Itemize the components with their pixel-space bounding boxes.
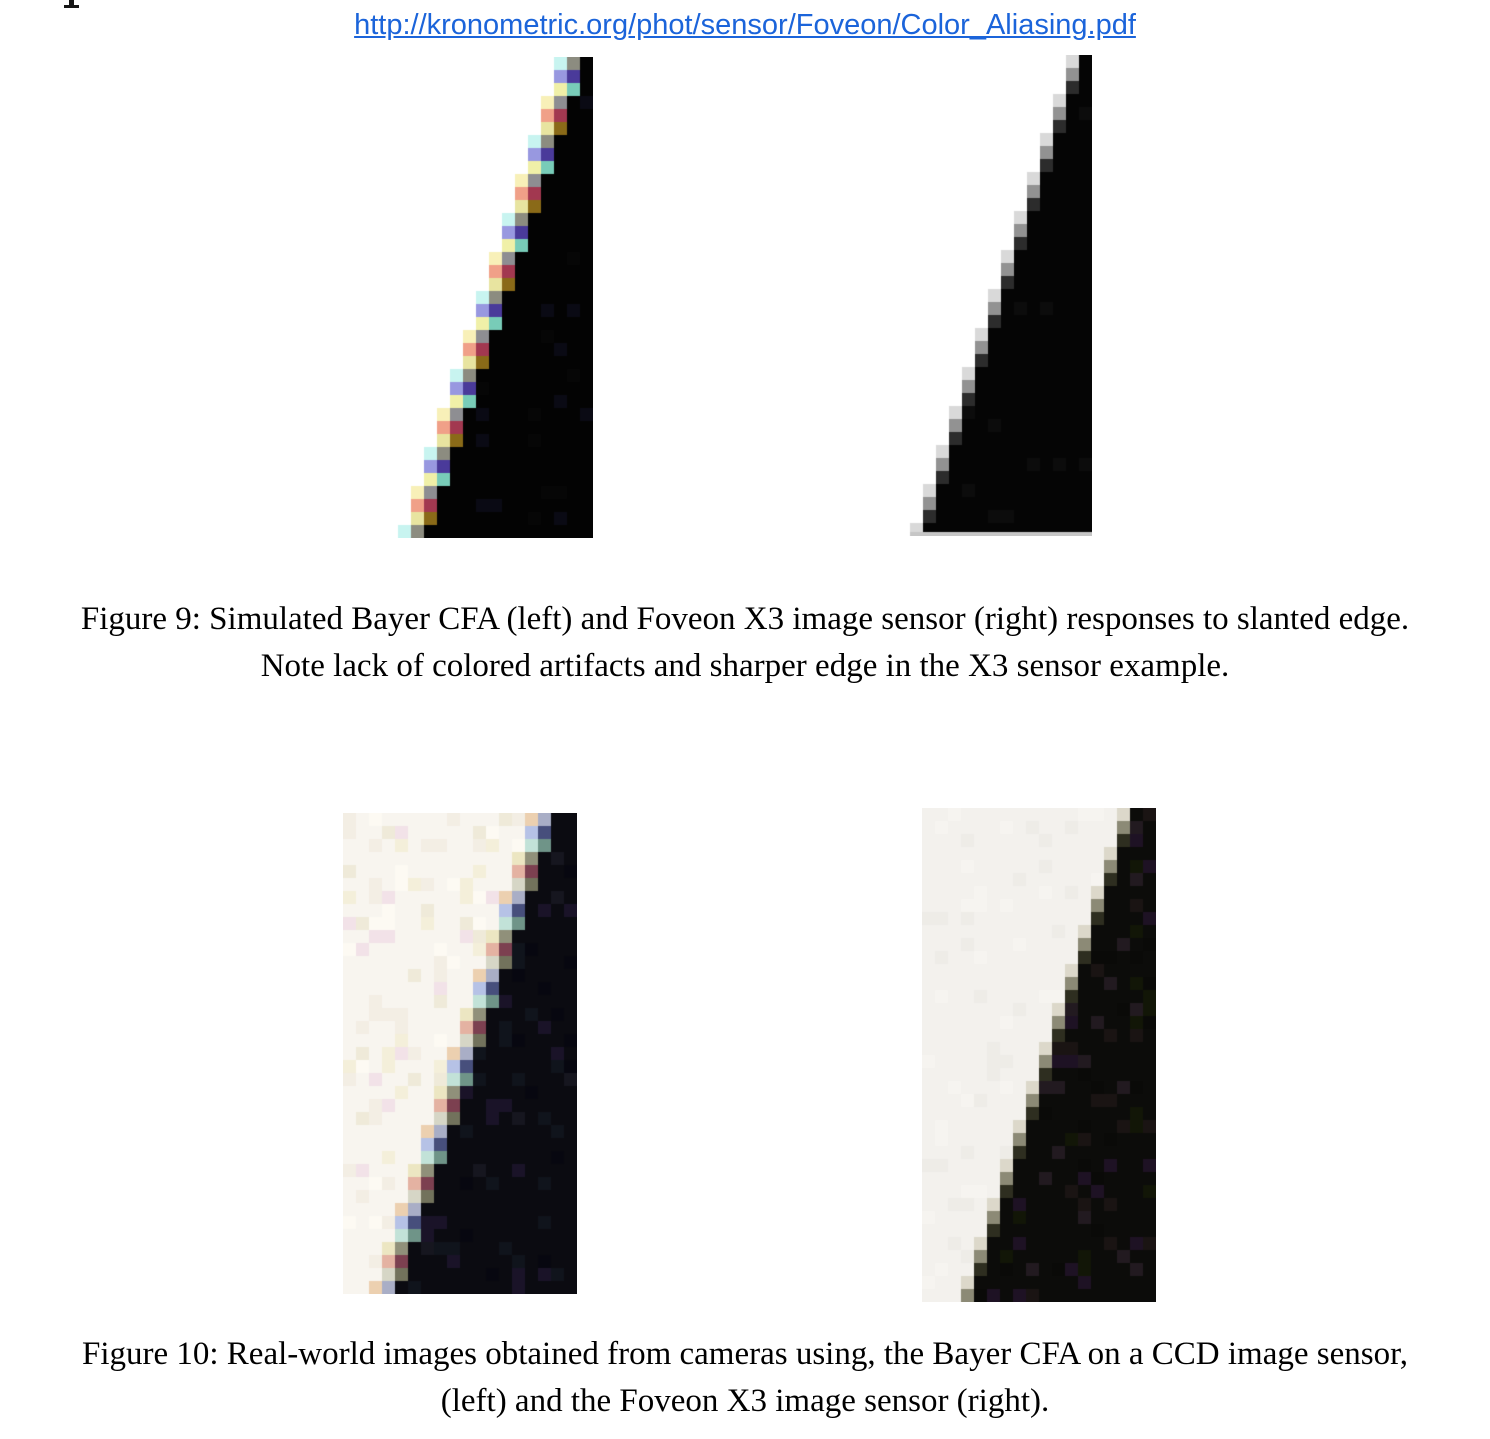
pdf-source-link[interactable]: http://kronometric.org/phot/sensor/Foveon/Color_Aliasing.pdf [354, 9, 1136, 41]
figure10-caption-line2: (left) and the Foveon X3 image sensor (right). [440, 1383, 1050, 1419]
figure9-caption-line2: Note lack of colored artifacts and sharper edge in the X3 sensor example. [260, 648, 1230, 684]
figure9-caption-line1: Figure 9: Simulated Bayer CFA (left) and Foveon X3 image sensor (right) responses to slanted edge. [80, 601, 1410, 637]
figure9-caption [0, 596, 1490, 690]
figure10-caption-line1: Figure 10: Real-world images obtained from cameras using, the Bayer CFA on a CCD image sensor, [81, 1336, 1409, 1372]
bayer-cfa-simulated-image [385, 57, 593, 538]
bayer-cfa-real-world-image [343, 813, 577, 1294]
foveon-x3-real-world-image [922, 808, 1156, 1302]
figure10-caption [0, 1331, 1490, 1425]
foveon-x3-simulated-image [897, 55, 1092, 536]
